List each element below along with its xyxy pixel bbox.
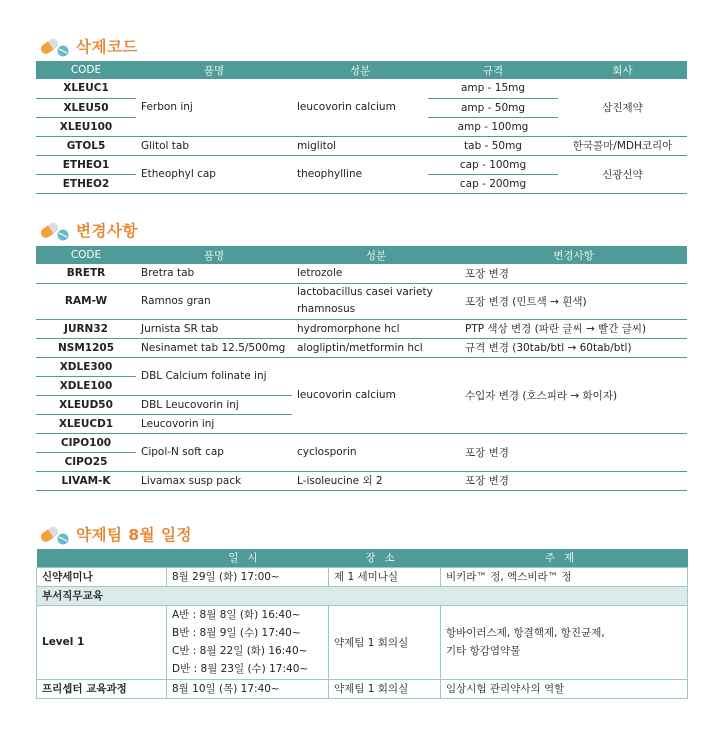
spec-cell: amp - 50mg [428,98,558,117]
capsule-pill-icon [38,216,72,242]
table-header-row [37,549,688,567]
code-cell: ETHEO1 [36,155,136,174]
code-cell: RAM-W [36,283,136,319]
capsule-pill-icon [38,32,72,58]
ingredient-cell: hydromorphone hcl [292,319,460,338]
code-cell: LIVAM-K [36,471,136,490]
change-cell: 포장 변경 [460,433,687,471]
table-row [36,155,687,174]
table-row [37,567,688,586]
topic-cell [441,605,688,679]
ingredient-cell: leucovorin calcium [292,79,428,136]
delete-code-table [36,61,687,194]
schedule-table [36,549,688,699]
column-header: 품명 [136,246,292,264]
subsection-cell: 부서직무교육 [37,586,688,605]
table-row [36,357,687,376]
code-cell: XDLE100 [36,376,136,395]
spec-cell: cap - 200mg [428,174,558,193]
name-cell: DBL Calcium folinate inj [136,357,292,395]
code-cell: GTOL5 [36,136,136,155]
code-cell: ETHEO2 [36,174,136,193]
table-row [36,283,687,319]
spec-cell: amp - 15mg [428,79,558,98]
code-cell: XLEUD50 [36,395,136,414]
change-cell: 수입자 변경 (호스피라 → 화이자) [460,357,687,433]
code-cell: XDLE300 [36,357,136,376]
event-cell: 프리셉터 교육과정 [37,679,167,698]
table-row [36,79,687,98]
company-cell: 신광신약 [558,155,687,193]
spec-cell: tab - 50mg [428,136,558,155]
name-cell: Ramnos gran [136,283,292,319]
topic-cell: 비키라™ 정, 엑스비라™ 정 [441,567,688,586]
column-header: 회사 [558,61,687,79]
code-cell: NSM1205 [36,338,136,357]
column-header: 주제 [441,549,688,567]
date-line: A반 : 8월 8일 (화) 16:40~ [172,609,301,621]
delete-section-header [38,32,138,58]
name-cell: Bretra tab [136,264,292,283]
column-header [37,549,167,567]
table-header-row [36,246,687,264]
ingredient-cell: alogliptin/metformin hcl [292,338,460,357]
topic-line: 기타 항감염약물 [446,645,521,657]
ingredient-cell: cyclosporin [292,433,460,471]
event-cell: 신약세미나 [37,567,167,586]
spec-cell: cap - 100mg [428,155,558,174]
column-header: 품명 [136,61,292,79]
section-title: 변경사항 [76,222,138,240]
change-cell: 포장 변경 [460,471,687,490]
table-row [37,679,688,698]
table-row [37,605,688,679]
change-section-header [38,216,138,242]
name-cell: Cipol-N soft cap [136,433,292,471]
ingredient-cell [292,283,460,319]
place-cell: 제 1 세미나실 [329,567,441,586]
name-cell: Etheophyl cap [136,155,292,193]
column-header: 규격 [428,61,558,79]
code-cell: JURN32 [36,319,136,338]
company-cell: 삼진제약 [558,79,687,136]
code-cell: CIPO25 [36,452,136,471]
ingredient-line: rhamnosus [297,303,356,315]
date-line: D반 : 8월 23일 (수) 17:40~ [172,663,309,675]
schedule-section-header [38,520,192,546]
code-cell: XLEUC1 [36,79,136,98]
place-cell: 약제팀 1 회의실 [329,679,441,698]
date-cell: 8월 10일 (목) 17:40~ [167,679,329,698]
column-header: CODE [36,246,136,264]
topic-line: 항바이러스제, 항결핵제, 항진균제, [446,627,605,639]
section-title: 약제팀 8월 일정 [76,526,192,544]
table-row [36,136,687,155]
change-cell: 규격 변경 (30tab/btl → 60tab/btl) [460,338,687,357]
code-cell: XLEU50 [36,98,136,117]
table-row [36,319,687,338]
change-cell: PTP 색상 변경 (파란 글씨 → 빨간 글씨) [460,319,687,338]
ingredient-cell: miglitol [292,136,428,155]
name-cell: Nesinamet tab 12.5/500mg [136,338,292,357]
table-row [37,586,688,605]
table-row [36,338,687,357]
name-cell: Livamax susp pack [136,471,292,490]
name-cell: Ferbon inj [136,79,292,136]
column-header: 변경사항 [460,246,687,264]
spec-cell: amp - 100mg [428,117,558,136]
ingredient-cell: theophylline [292,155,428,193]
event-cell: Level 1 [37,605,167,679]
table-row [36,471,687,490]
name-cell: Glitol tab [136,136,292,155]
company-cell: 한국콜마/MDH코리아 [558,136,687,155]
name-cell: Leucovorin inj [136,414,292,433]
capsule-pill-icon [38,520,72,546]
code-cell: CIPO100 [36,433,136,452]
ingredient-cell: L-isoleucine 외 2 [292,471,460,490]
name-cell: Jurnista SR tab [136,319,292,338]
column-header: 일시 [167,549,329,567]
change-cell: 포장 변경 [460,264,687,283]
table-row [36,264,687,283]
code-cell: BRETR [36,264,136,283]
place-cell: 약제팀 1 회의실 [329,605,441,679]
date-cell: 8월 29일 (화) 17:00~ [167,567,329,586]
code-cell: XLEUCD1 [36,414,136,433]
topic-cell: 임상시험 관리약사의 역할 [441,679,688,698]
date-cell [167,605,329,679]
date-line: B반 : 8월 9일 (수) 17:40~ [172,627,301,639]
column-header: 성분 [292,246,460,264]
name-cell: DBL Leucovorin inj [136,395,292,414]
date-line: C반 : 8월 22일 (화) 16:40~ [172,645,308,657]
ingredient-line: lactobacillus casei variety [297,286,433,298]
ingredient-cell: letrozole [292,264,460,283]
code-cell: XLEU100 [36,117,136,136]
column-header: CODE [36,61,136,79]
section-title: 삭제코드 [76,38,138,56]
ingredient-cell: leucovorin calcium [292,357,460,433]
change-cell: 포장 변경 (민트색 → 흰색) [460,283,687,319]
change-table [36,246,687,491]
table-row [36,433,687,452]
column-header: 장소 [329,549,441,567]
table-header-row [36,61,687,79]
column-header: 성분 [292,61,428,79]
